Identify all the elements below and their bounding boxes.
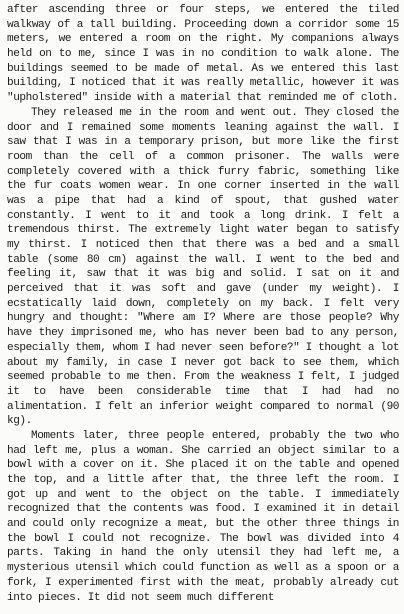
paragraph-2: They released me in the room and went out. They closed the door and I remained some moments leaning against the wall. I saw that I was in a temporary prison, but more like the first room than the cell of a common prisoner. The walls were completely covered with a thick furry fabric, something like the fur coats women wear. In one corner inserted in the wall was a pipe that had a kind of spout, that gushed water constantly. I went to it and took a long drink. I felt a tremendous thirst. The extremely light water began to satisfy my thirst. I noticed then that there was a bed and a small table (some 80 cm) against the wall. I went to the bed and feeling it, saw that it was big and solid. I sat on it and perceived that it was soft and gave (under my weight). I ecstatically laid down, completely on my back. I felt very hungry and thought: "Where am I? Where are those people? Why have they imprisoned me, who has never been bad to any person, especially them, whom I had never seen before?" I thought a lot about my family, in case I never got back to see them, which seemed probable to me then. From the weakness I felt, I judged it to have been considerable time that I had had no alimentation. I felt an inferior weight compared to normal (90 kg). — [7, 106, 399, 428]
paragraph-1: after ascending three or four steps, we entered the tiled walkway of a tall building. Proceeding down a corridor some 15 meters, we entered a room on the right. My companions always held on to me, since I was in no condition to walk alone. The buildings seemed to be made of metal. As we entered this last building, I noticed that it was really metallic, however it was "upholstered" inside with a material that reminded me of cloth. — [7, 4, 399, 105]
text-body — [7, 3, 399, 605]
paragraph-3: Moments later, three people entered, probably the two who had left me, plus a woman. She carried an object similar to a bowl with a cover on it. She placed it on the table and opened the top, and a little after that, the three left the room. I got up and went to the object on the table. I immediately recognized that the contents was food. I examined it in detail and could only recognize a meat, but the other three things in the bowl I could not recognize. The bowl was divided into 4 parts. Taking in hand the only utensil they had left me, a mysterious utensil which could function as well as a spoon or a fork, I experimented first with the meat, probably already cut into pieces. It did not seem much different — [7, 429, 399, 604]
